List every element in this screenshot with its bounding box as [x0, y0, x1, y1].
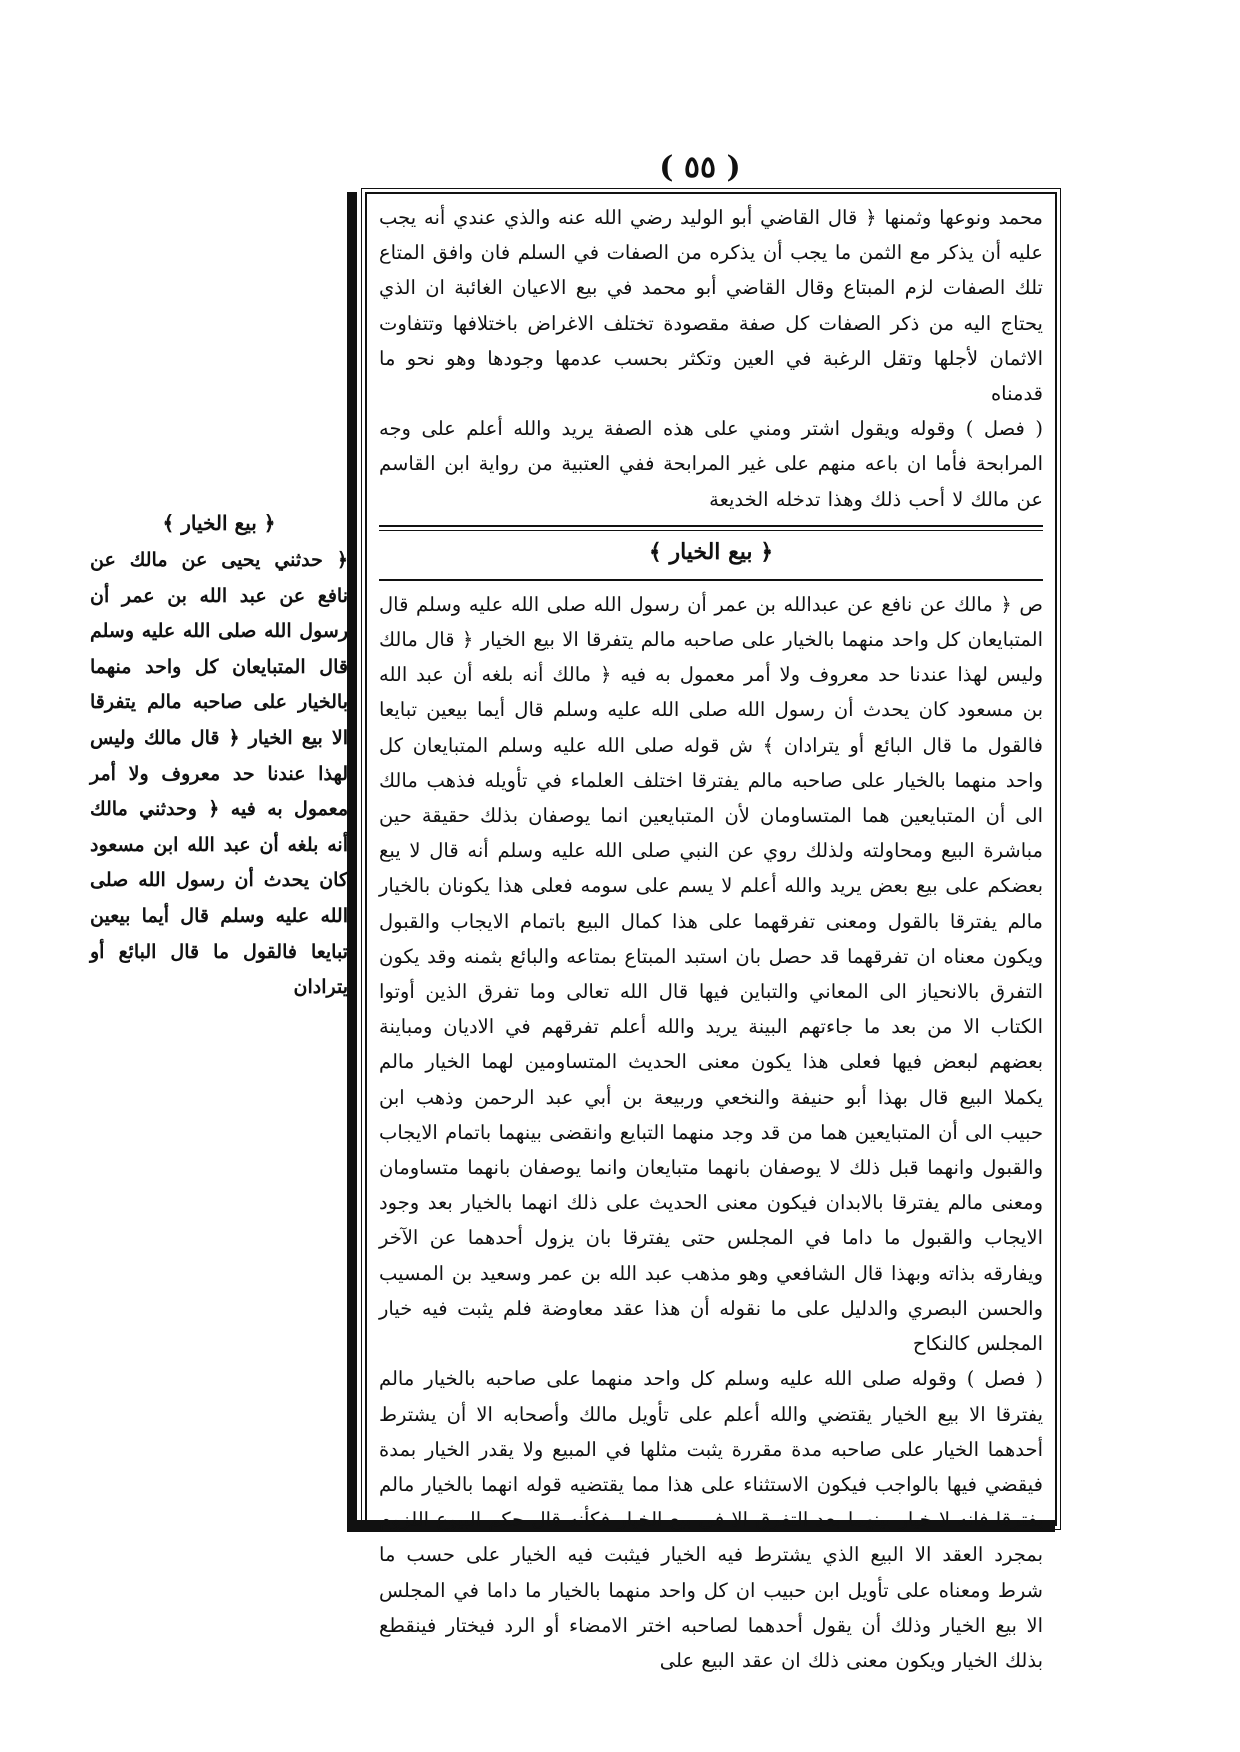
frame-shadow-left [347, 192, 357, 1532]
paragraph-1: محمد ونوعها وثمنها ﴿ قال القاضي أبو الوليد رضي الله عنه والذي عندي أنه يجب عليه أن يذكر مع الثمن ما يجب أن يذكره من الصفات في السلم فان وافق المتاع تلك الصفات لزم المبتاع وقال القاضي أبو محمد في بيع الاعيان الغائبة ان الذي يحتاج اليه من ذكر الصفات كل صفة مقصودة تختلف الاغراض باختلافها وتتفاوت الاثمان لأجلها وتقل الرغبة في العين وتكثر بحسب عدمها وجودها وهو نحو ما قدمناه [379, 206, 1043, 406]
paragraph-3: ص ﴿ مالك عن نافع عن عبدالله بن عمر أن رسول الله صلى الله عليه وسلم قال المتبايعان كل واحد منهما بالخيار على صاحبه مالم يتفرقا الا بيع الخيار ﴿ قال مالك وليس لهذا عندنا حد معروف ولا أمر معمول به فيه ﴿ مالك أنه بلغه أن عبد الله بن مسعود كان يحدث أن رسول الله صلى الله عليه وسلم قال أيما بيعين تبايعا فالقول ما قال البائع أو يترادان ﴾ ش قوله صلى الله عليه وسلم المتبايعان كل واحد منهما بالخيار على صاحبه مالم يفترقا اختلف العلماء في تأويله فذهب مالك الى أن المتبايعين هما المتساومان لأن المتبايعين انما يوصفان بذلك حقيقة حين مباشرة البيع ومحاولته ولذلك روي عن النبي صلى الله عليه وسلم أنه قال لا يبع بعضكم على بيع بعض يريد والله أعلم لا يسم على سومه فعلى هذا يكونان بالخيار مالم يفترقا بالقول ومعنى تفرقهما على هذا كمال البيع باتمام الايجاب والقبول ويكون معناه ان تفرقهما قد حصل بان استبد المبتاع بمتاعه والبائع بثمنه وقد يكون التفرق بالانحياز الى المعاني والتباين فيها قال الله تعالى وما تفرق الذين أوتوا الكتاب الا من بعد ما جاءتهم البينة يريد والله أعلم تفرقهم في الاديان ومباينة بعضهم لبعض فيها فعلى هذا يكون معنى الحديث المتساومين لهما الخيار مالم يكملا البيع قال بهذا أبو حنيفة والنخعي وربيعة بن أبي عبد الرحمن وذهب ابن حبيب الى أن المتبايعين هما من قد وجد منهما التبايع وانقضى بينهما باتمام الايجاب والقبول وانهما قبل ذلك لا يوصفان بانهما متبايعان وانما يوصفان بانهما متساومان ومعنى مالم يفترقا بالابدان فيكون معنى الحديث على ذلك انهما بالخيار بعد وجود الايجاب والقبول ما داما في المجلس حتى يفترقا بان يزول أحدهما عن الآخر ويفارقه بذاته وبهذا قال الشافعي وهو مذهب عبد الله بن عمر وسعيد بن المسيب والحسن البصري والدليل على ما نقوله أن هذا عقد معاوضة فلم يثبت فيه خيار المجلس كالنكاح [379, 592, 1043, 1356]
main-text-frame [365, 192, 1057, 1672]
paragraph-4: ( فصل ) وقوله صلى الله عليه وسلم كل واحد منهما على صاحبه بالخيار مالم يفترقا الا بيع الخيار يقتضي والله أعلم على تأويل مالك وأصحابه الا أن يشترط أحدهما الخيار على صاحبه مدة مقررة يثبت مثلها في المبيع ولا يقدر الخيار بمدة فيقضي فيها بالواجب فيكون الاستثناء على هذا مما يقتضيه قوله انهما بالخيار مالم يفترقا فانه لا خيار بينهما بعد التفرق الا في بيع الخيار فكأنه قال حكم البيوع اللزوم بمجرد العقد الا البيع الذي يشترط فيه الخيار فيثبت فيه الخيار على حسب ما شرط ومعناه على تأويل ابن حبيب ان كل واحد منهما بالخيار ما داما في المجلس الا بيع الخيار وذلك أن يقول أحدهما لصاحبه اختر الامضاء أو الرد فيختار فينقطع بذلك الخيار ويكون معنى ذلك ان عقد البيع على [379, 1367, 1043, 1672]
paragraph-2: ( فصل ) وقوله ويقول اشتر ومني على هذه الصفة يريد والله أعلم على وجه المرابحة فأما ان باعه منهم على غير المرابحة ففي العتبية من رواية ابن القاسم عن مالك لا أحب ذلك وهذا تدخله الخديعة [379, 417, 1043, 511]
section-divider [379, 525, 1043, 581]
section-heading: ﴿ بيع الخيار ﴾ [648, 538, 774, 565]
margin-text: ﴿ حدثني يحيى عن مالك عن نافع عن عبد الله بن عمر أن رسول الله صلى الله عليه وسلم قال المتبايعان كل واحد منهما بالخيار على صاحبه مالم يتفرقا الا بيع الخيار ﴿ قال مالك وليس لهذا عندنا حد معروف ولا أمر معمول به فيه ﴿ وحدثني مالك أنه بلغه أن عبد الله ابن مسعود كان يحدث أن رسول الله صلى الله عليه وسلم قال أيما بيعين تبايعا فالقول ما قال البائع أو يترادان [90, 549, 348, 999]
divider-rule-top [379, 525, 1043, 527]
divider-rule-bottom [379, 579, 1043, 581]
margin-heading: ﴿ بيع الخيار ﴾ [162, 511, 276, 535]
main-text-body [379, 200, 1043, 1672]
divider-rule-top-thin [379, 530, 1043, 531]
page-number: ( ٥٥ ) [659, 150, 741, 185]
margin-column [90, 505, 348, 1006]
